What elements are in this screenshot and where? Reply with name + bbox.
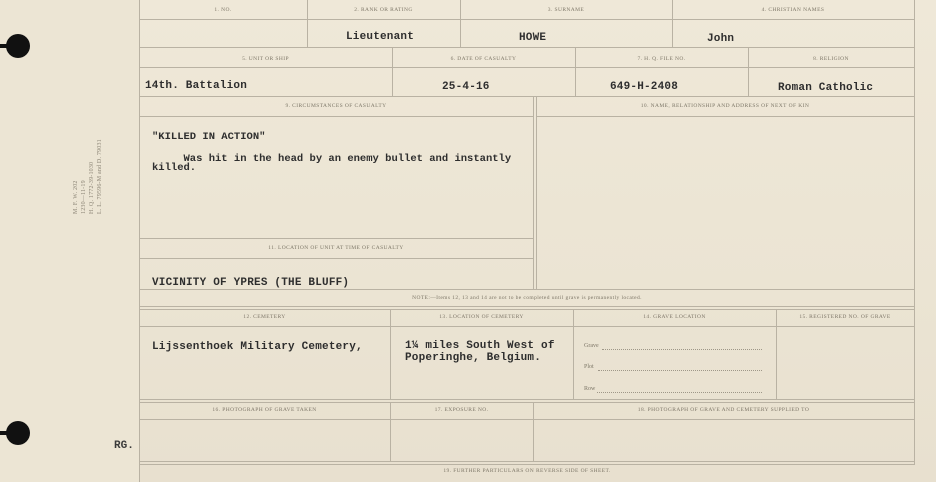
file-value: 649-H-2408 <box>610 81 679 93</box>
grave-field-line <box>602 349 762 350</box>
date-value: 25-4-16 <box>442 81 490 93</box>
label-number: 1. NO. <box>214 7 232 13</box>
label-location-cemetery: 13. LOCATION OF CEMETERY <box>439 314 524 320</box>
label-cemetery: 12. CEMETERY <box>243 314 286 320</box>
label-exposure-no: 17. EXPOSURE NO. <box>434 407 489 413</box>
label-file: 7. H. Q. FILE NO. <box>637 56 686 62</box>
completion-note: NOTE:—Items 12, 13 and 14 are not to be completed until grave is permanently located. <box>412 295 642 301</box>
row-field-line <box>597 392 762 393</box>
plot-field-label: Plot <box>584 364 594 370</box>
surname-value: HOWE <box>519 32 547 44</box>
unit-value: 14th. Battalion <box>145 80 248 92</box>
cemetery-location-line-1: 1¼ miles South West of <box>405 340 555 352</box>
label-photograph-supplied: 18. PHOTOGRAPH OF GRAVE AND CEMETERY SUPPLIED TO <box>637 407 810 413</box>
religion-value: Roman Catholic <box>778 82 874 94</box>
label-location-unit: 11. LOCATION OF UNIT AT TIME OF CASUALTY <box>268 245 404 251</box>
record-group-code: RG. <box>114 440 134 452</box>
christian-names-value: John <box>707 33 735 45</box>
label-registered-no: 15. REGISTERED NO. OF GRAVE <box>799 314 891 320</box>
rank-value: Lieutenant <box>346 31 415 43</box>
grave-field-label: Grave <box>584 343 599 349</box>
cemetery-value: Lijssenthoek Military Cemetery, <box>152 341 363 353</box>
plot-field-line <box>598 370 762 371</box>
circumstances-line-2: Was hit in the head by an enemy bullet and instantly <box>152 153 512 165</box>
label-surname: 3. SURNAME <box>547 7 585 13</box>
circumstances-line-3: killed. <box>152 162 197 174</box>
label-photograph-taken: 16. PHOTOGRAPH OF GRAVE TAKEN <box>212 407 317 413</box>
label-circumstances: 9. CIRCUMSTANCES OF CASUALTY <box>285 103 387 109</box>
label-rank: 2. RANK OR RATING <box>354 7 413 13</box>
label-christian-names: 4. CHRISTIAN NAMES <box>761 7 825 13</box>
row-field-label: Row <box>584 386 596 392</box>
printer-imprint: M. F. W. 202 1230—11-19 H. Q. 1772-39-1030 L. L. 79596-M and D. 79031 <box>73 139 103 214</box>
cemetery-location-line-2: Poperinghe, Belgium. <box>405 352 542 364</box>
location-unit-value: VICINITY OF YPRES (THE BLUFF) <box>152 277 350 289</box>
label-grave-location: 14. GRAVE LOCATION <box>643 314 706 320</box>
circumstances-line-1: "KILLED IN ACTION" <box>152 131 266 143</box>
label-unit: 5. UNIT OR SHIP <box>242 56 289 62</box>
label-date: 6. DATE OF CASUALTY <box>450 56 517 62</box>
label-religion: 8. RELIGION <box>813 56 849 62</box>
label-next-of-kin: 10. NAME, RELATIONSHIP AND ADDRESS OF NEXT OF KIN <box>640 103 810 109</box>
footer-note: 19. FURTHER PARTICULARS ON REVERSE SIDE OF SHEET. <box>443 468 611 474</box>
